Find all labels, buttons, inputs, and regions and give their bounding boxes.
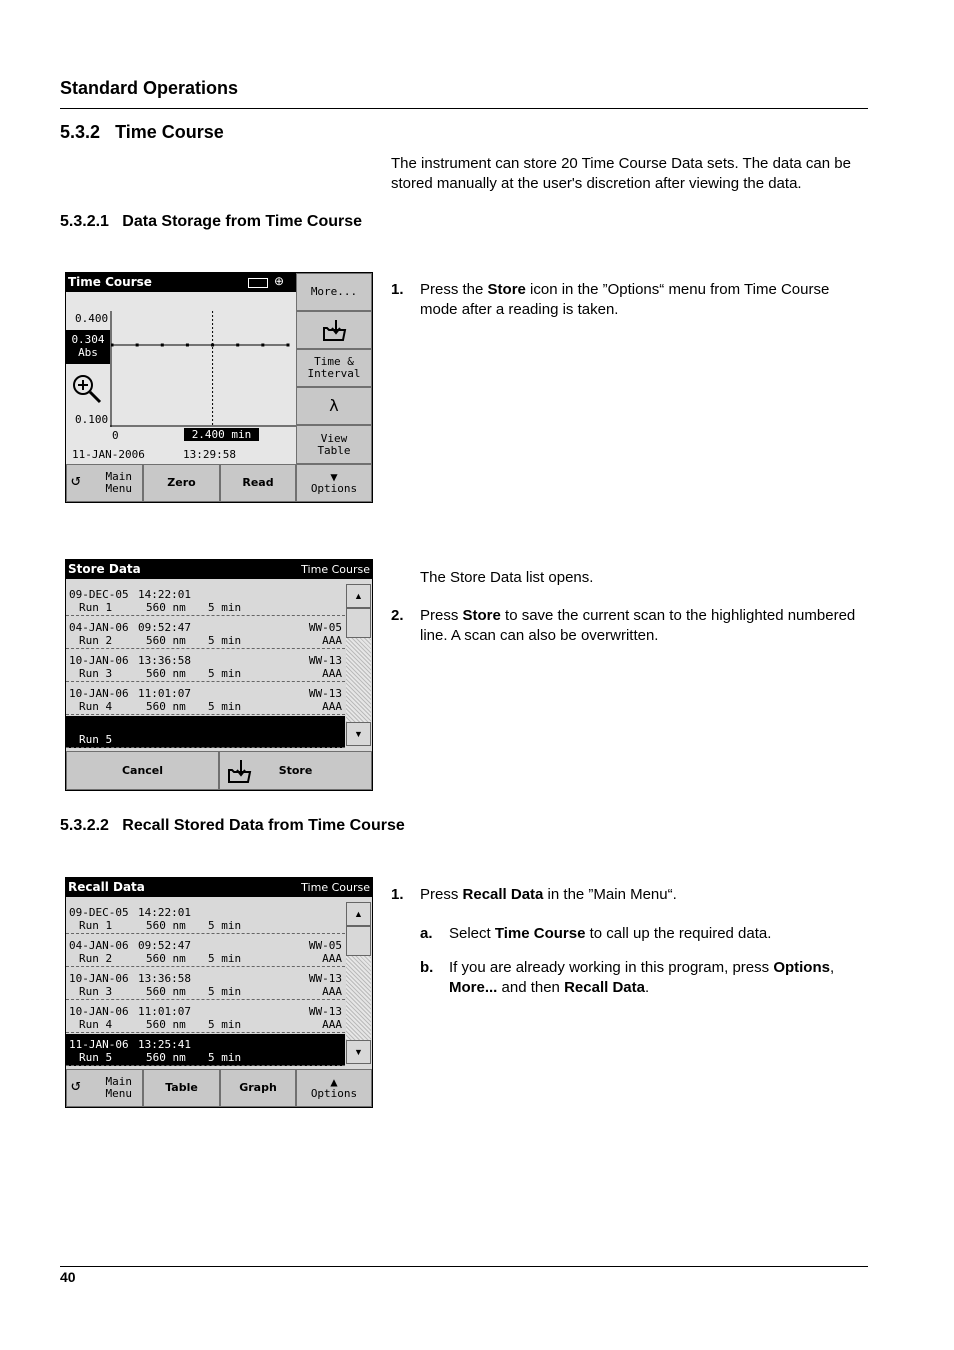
row-operator-id: AAA [322, 634, 342, 647]
row-sample-id: WW-13 [308, 687, 342, 700]
recall-data-screen [65, 877, 373, 1108]
row-time: 14:22:01 [138, 906, 191, 919]
row-date: 10-JAN-06 [69, 972, 129, 985]
row-time: 11:01:07 [138, 687, 191, 700]
row-dur: 5 min [208, 601, 242, 614]
step-text [420, 280, 860, 320]
row-dur: 5 min [208, 985, 242, 998]
sub2-step-b [420, 958, 869, 998]
row-wl: 560 nm [146, 919, 186, 932]
scroll-track[interactable] [346, 956, 371, 1040]
screen-title: Time Course [68, 275, 152, 289]
row-sample-id: WW-13 [308, 972, 342, 985]
arrow-down-icon: ▼ [354, 1047, 363, 1057]
screen-subtitle: Time Course [301, 881, 370, 894]
row-dur: 5 min [208, 634, 242, 647]
triangle-up-icon: ▲ [330, 1075, 338, 1089]
x-axis-start-label: 0 [112, 429, 119, 442]
row-wl: 560 nm [146, 667, 186, 680]
list-item[interactable] [66, 1001, 345, 1033]
row-run: Run 1 [79, 919, 113, 932]
step-text-part: Press [420, 607, 463, 624]
subsection-1-number: 5.3.2.1 [60, 213, 109, 230]
step-keyword: Recall Data [564, 979, 645, 996]
row-date: 09-DEC-05 [69, 588, 129, 601]
row-wl: 560 nm [146, 1018, 186, 1031]
row-wl: 560 nm [146, 985, 186, 998]
scroll-up-button[interactable] [346, 584, 371, 608]
row-time: 13:36:58 [138, 972, 191, 985]
step-keyword: Time Course [494, 925, 586, 942]
scroll-track[interactable] [346, 638, 371, 722]
subsection-2-heading [60, 817, 405, 835]
scroll-thumb[interactable] [346, 926, 371, 956]
list-item[interactable] [66, 650, 345, 682]
lambda-icon: λ [329, 396, 339, 415]
step-text [420, 606, 860, 646]
graph-label: Graph [239, 1081, 277, 1094]
battery-icon [248, 278, 268, 288]
list-item[interactable] [66, 683, 345, 715]
store-folder-icon [321, 318, 347, 342]
step-text [449, 924, 869, 944]
row-wl: 560 nm [146, 634, 186, 647]
arrow-down-icon: ▼ [354, 729, 363, 739]
row-operator-id: AAA [322, 667, 342, 680]
row-wl: 560 nm [146, 952, 186, 965]
row-sample-id: WW-13 [308, 1005, 342, 1018]
step-text-part: to call up the required data. [585, 925, 772, 942]
plug-icon: ⊕ [274, 274, 285, 288]
main-menu-label: Main Menu [105, 470, 132, 495]
row-operator-id: AAA [322, 1018, 342, 1031]
screen-title-bar [66, 878, 372, 897]
reading-unit: Abs [78, 346, 98, 359]
step-keyword: Store [462, 607, 501, 624]
list-item[interactable] [66, 617, 345, 649]
row-date: 04-JAN-06 [69, 621, 129, 634]
row-operator-id: AAA [322, 985, 342, 998]
options-label: Options [310, 1087, 358, 1100]
step-text-part: Press [420, 886, 463, 903]
step-text [420, 885, 860, 905]
row-run: Run 2 [79, 952, 113, 965]
row-date: 09-DEC-05 [69, 906, 129, 919]
header-rule [60, 108, 868, 109]
row-date: 04-JAN-06 [69, 939, 129, 952]
cancel-button[interactable] [66, 751, 219, 790]
time-interval-label: Time & Interval [307, 355, 361, 380]
zoom-icon[interactable] [69, 371, 103, 405]
step-number: 2. [391, 607, 404, 624]
row-run: Run 2 [79, 634, 113, 647]
read-button[interactable] [220, 464, 296, 502]
row-sample-id: WW-05 [308, 621, 342, 634]
scroll-down-button[interactable] [346, 722, 371, 746]
y-axis-top-label: 0.400 [75, 312, 109, 325]
row-date: 11-JAN-06 [69, 1038, 129, 1051]
row-time: 11:01:07 [138, 1005, 191, 1018]
row-date: 10-JAN-06 [69, 687, 129, 700]
data-point [186, 344, 189, 347]
footer-rule [60, 1266, 868, 1267]
data-point [111, 344, 114, 347]
store-button[interactable] [296, 311, 372, 349]
step-text-part: Press the [420, 281, 488, 298]
subsection-1-heading [60, 213, 362, 231]
wavelength-button[interactable] [296, 387, 372, 425]
sub2-step-a [420, 924, 869, 944]
row-time: 09:52:47 [138, 621, 191, 634]
read-label: Read [242, 476, 274, 489]
list-item[interactable] [66, 584, 345, 616]
data-point [287, 344, 290, 347]
recall-list [66, 902, 346, 1066]
options-label: Options [310, 482, 358, 495]
arrow-up-icon: ▲ [354, 909, 363, 919]
main-menu-label: Main Menu [105, 1075, 132, 1100]
row-dur: 5 min [208, 1018, 242, 1031]
row-sample-id: WW-13 [308, 654, 342, 667]
step-text-part: . [644, 979, 650, 996]
section-intro: The instrument can store 20 Time Course Data sets. The data can be stored manually at the user's discretion after viewing the data. [391, 155, 851, 192]
row-wl: 560 nm [146, 601, 186, 614]
sub1-step-1 [391, 280, 869, 320]
screen-title: Store Data [68, 562, 141, 576]
data-point [161, 344, 164, 347]
store-list [66, 584, 346, 748]
subsection-1-title: Data Storage from Time Course [122, 213, 363, 230]
scroll-up-button[interactable] [346, 902, 371, 926]
cancel-label: Cancel [121, 763, 164, 777]
step-text-part: , [829, 959, 835, 976]
section-title: Time Course [115, 122, 224, 142]
more-button-label: More... [310, 285, 358, 298]
reading-box [66, 330, 110, 364]
step-number: 1. [391, 886, 404, 903]
main-menu-button[interactable] [66, 464, 143, 502]
section-heading [60, 122, 224, 143]
scroll-thumb[interactable] [346, 608, 371, 638]
row-run: Run 5 [79, 1051, 113, 1064]
screen-title-bar [66, 560, 372, 579]
step-text-part: to save the current scan to the highlighted numbered line. A scan can also be overwritten. [420, 607, 856, 644]
view-table-button[interactable] [296, 425, 372, 464]
list-item[interactable] [66, 716, 345, 748]
section-number: 5.3.2 [60, 122, 101, 142]
list-item[interactable] [66, 902, 345, 934]
row-dur: 5 min [208, 700, 242, 713]
zero-label: Zero [167, 476, 196, 489]
row-operator-id: AAA [322, 700, 342, 713]
sub1-step-2 [391, 606, 869, 646]
view-table-label: View Table [317, 431, 351, 457]
row-operator-id: AAA [322, 952, 342, 965]
time-course-chart [110, 311, 296, 427]
row-sample-id: WW-05 [308, 939, 342, 952]
data-point [136, 344, 139, 347]
row-date: 10-JAN-06 [69, 654, 129, 667]
row-dur: 5 min [208, 919, 242, 932]
step-text [449, 958, 869, 998]
step-text-part: Select [449, 925, 495, 942]
zero-button[interactable] [143, 464, 220, 502]
list-item[interactable] [66, 1034, 345, 1066]
step-keyword: Store [487, 281, 526, 298]
store-label: Store [278, 763, 313, 777]
row-run: Run 4 [79, 700, 113, 713]
row-dur: 5 min [208, 1051, 242, 1064]
store-folder-icon [226, 758, 252, 784]
time-interval-button[interactable] [296, 349, 372, 387]
options-button[interactable] [296, 464, 372, 502]
step-text-part: If you are already working in this program, press [449, 959, 774, 976]
scroll-down-button[interactable] [346, 1040, 371, 1064]
back-arrow-icon: ↺ [71, 1075, 81, 1094]
subsection-2-title: Recall Stored Data from Time Course [122, 817, 405, 834]
row-wl: 560 nm [146, 700, 186, 713]
store-data-button[interactable] [219, 751, 372, 790]
store-list-note: The Store Data list opens. [420, 569, 594, 586]
options-button[interactable] [296, 1069, 372, 1107]
time-course-screen [65, 272, 373, 503]
row-time: 13:36:58 [138, 654, 191, 667]
row-run: Run 4 [79, 1018, 113, 1031]
subsection-2-number: 5.3.2.2 [60, 817, 109, 834]
list-item[interactable] [66, 935, 345, 967]
row-run: Run 1 [79, 601, 113, 614]
row-time: 14:22:01 [138, 588, 191, 601]
row-wl: 560 nm [146, 1051, 186, 1064]
running-header: Standard Operations [60, 78, 239, 98]
step-text-part: icon in the ”Options“ menu from Time Course mode after a reading is taken. [420, 281, 830, 318]
triangle-down-icon: ▼ [330, 470, 338, 484]
row-run: Run 3 [79, 985, 113, 998]
arrow-up-icon: ▲ [354, 591, 363, 601]
sub2-step-1 [391, 885, 869, 905]
row-run: Run 5 [79, 733, 113, 746]
back-arrow-icon: ↺ [71, 470, 81, 489]
step-keyword: Recall Data [462, 886, 544, 903]
data-point [261, 344, 264, 347]
step-number: 1. [391, 281, 404, 298]
row-time: 09:52:47 [138, 939, 191, 952]
step-letter: a. [420, 925, 433, 942]
graph-button[interactable] [220, 1069, 296, 1107]
row-time: 13:25:41 [138, 1038, 191, 1051]
step-text-part: in the ”Main Menu“. [543, 886, 677, 903]
reading-value: 0.304 [71, 333, 105, 346]
screen-title-bar [66, 273, 296, 292]
main-menu-button[interactable] [66, 1069, 143, 1107]
date-label: 11-JAN-2006 [72, 448, 145, 461]
step-keyword: Options [773, 959, 830, 976]
step-keyword: More... [449, 979, 498, 996]
cursor-time-label: 2.400 min [184, 428, 259, 441]
screen-subtitle: Time Course [301, 563, 370, 576]
step-text-part: and then [497, 979, 565, 996]
row-run: Run 3 [79, 667, 113, 680]
row-dur: 5 min [208, 952, 242, 965]
page-number: 40 [60, 1269, 76, 1285]
y-axis-bottom-label: 0.100 [75, 413, 109, 426]
row-date: 10-JAN-06 [69, 1005, 129, 1018]
row-dur: 5 min [208, 667, 242, 680]
table-label: Table [165, 1081, 198, 1094]
time-label: 13:29:58 [183, 448, 236, 461]
list-item[interactable] [66, 968, 345, 1000]
store-data-screen [65, 559, 373, 791]
data-point [236, 344, 239, 347]
more-button[interactable] [296, 273, 372, 311]
step-letter: b. [420, 959, 434, 976]
screen-title: Recall Data [68, 880, 145, 894]
table-button[interactable] [143, 1069, 220, 1107]
